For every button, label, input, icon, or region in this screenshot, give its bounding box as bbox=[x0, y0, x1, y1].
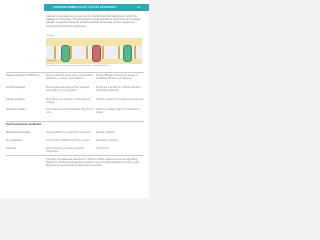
table-cell: Gated by voltage, ligand or mechanical stress. bbox=[96, 108, 140, 114]
figure-lipid-stripe bbox=[86, 46, 88, 59]
table-cell: Pumps such as Na+/K+ ATPase maintain membrane potential. bbox=[96, 86, 141, 92]
section-heading: Electrochemical gradients bbox=[6, 123, 42, 126]
page bbox=[0, 0, 149, 198]
footer-paragraph: Transport processes are essential for nutrient uptake, waste removal and signalling. Defects in membrane transporters underlie many inherited diseases, including cystic fibrosis and several forms of renal tubular disorder. bbox=[46, 158, 140, 167]
figure-lipid-stripe bbox=[54, 46, 56, 59]
table-cell: Concentration difference of Na+ and K+. bbox=[46, 139, 91, 142]
table-cell: Cell volume bbox=[96, 147, 109, 150]
table-cell: Simple diffusion through the bilayer or facilitated diffusion via channels. bbox=[96, 74, 139, 80]
intro-paragraph: Cells and organelles are surrounded by membranes that selectively control the passage of molecules. The lipid bilayer is impermeable to most polar and charged solutes, so specific transport proteins mediate movement of ions, sugars and amino acids across the membrane. bbox=[46, 15, 141, 28]
table-row-label: Carrier proteins bbox=[6, 98, 25, 101]
figure-lipid-stripe bbox=[118, 46, 120, 59]
transport-protein bbox=[92, 45, 101, 62]
figure-caption: Fig. Membrane transport proteins embedded in the lipid bilayer. bbox=[46, 65, 110, 67]
header-left-area bbox=[0, 4, 44, 11]
table-row-label: Passive transport (diffusion) bbox=[6, 74, 40, 77]
table-cell: Bind solute and undergo conformational change. bbox=[46, 98, 91, 104]
table-row-label: Osmosis bbox=[6, 147, 17, 150]
table-row-label: Active transport bbox=[6, 86, 26, 89]
membrane-figure bbox=[46, 35, 142, 69]
figure-lipid-stripe bbox=[102, 46, 104, 59]
table-row-label: Membrane potential bbox=[6, 131, 31, 134]
transport-protein bbox=[61, 45, 70, 62]
table-row-label: Channel proteins bbox=[6, 108, 27, 111]
table-cell: Moves molecules against their gradient using ATP or an ion gradient. bbox=[46, 86, 90, 92]
table-cell: Uniport, symport and antiport mechanisms. bbox=[96, 98, 144, 101]
table-cell: Secondary transport bbox=[96, 139, 119, 142]
table-cell: Charge difference across the membrane. bbox=[46, 131, 91, 134]
header-section: TRANSPORT bbox=[53, 5, 76, 9]
page-number: 17 bbox=[137, 5, 141, 9]
table-row-label: Ion gradients bbox=[6, 139, 22, 142]
transport-protein bbox=[123, 45, 132, 62]
figure-lipid-stripe bbox=[134, 46, 136, 59]
figure-label-outside: Outside bbox=[46, 35, 54, 37]
table-cell: Moves molecules down their concentration gradient; no energy input required. bbox=[46, 74, 94, 80]
table-cell: Resting potential bbox=[96, 131, 115, 134]
table-cell: Form aqueous pores that allow rapid flux of ions. bbox=[46, 108, 94, 114]
figure-label-cytoplasm: Cytoplasm bbox=[46, 60, 57, 62]
figure-lipid-stripe bbox=[70, 46, 72, 59]
header-title: TRANSPORT ACROSS MEMBRANES bbox=[72, 6, 117, 9]
table-cell: Net movement of water across the membrane. bbox=[46, 147, 85, 153]
